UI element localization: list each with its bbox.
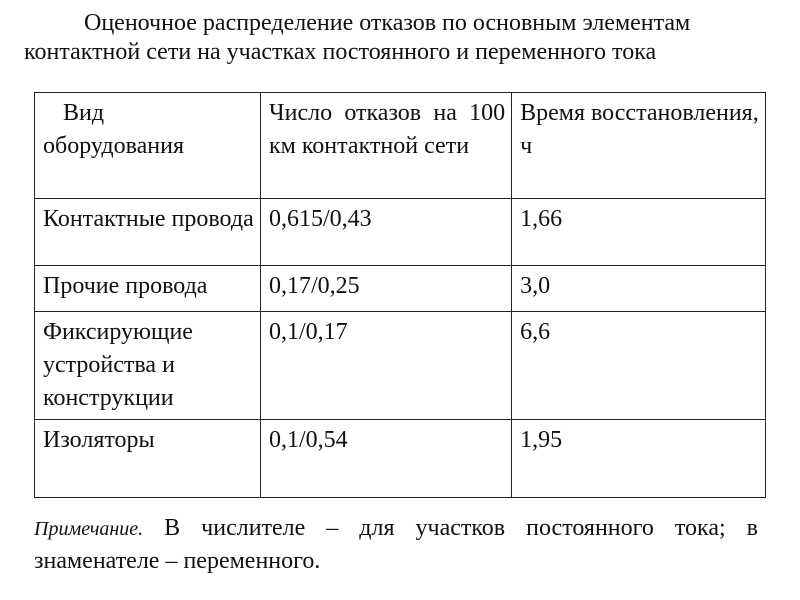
- table-row: [35, 266, 766, 312]
- header-equipment-type-line2: оборудования: [43, 133, 184, 159]
- table-header-row: [35, 93, 766, 199]
- header-failures-per-100km: Число отказов на 100 км контактной сети: [261, 93, 512, 199]
- table-row: [35, 420, 766, 498]
- table-row: [35, 312, 766, 420]
- cell-failures: 0,1/0,54: [261, 420, 512, 498]
- note-text: В числителе – для участков постоянного тока; в знаменателе – переменного.: [34, 515, 758, 574]
- cell-failures: 0,1/0,17: [261, 312, 512, 420]
- cell-recovery-time: 3,0: [512, 266, 766, 312]
- document-title: Оценочное распределение отказов по основным элементам контактной сети на участках постоянного и переменного тока: [24, 10, 691, 65]
- cell-failures: 0,615/0,43: [261, 199, 512, 266]
- note-label: Примечание.: [34, 518, 144, 540]
- cell-failures: 0,17/0,25: [261, 266, 512, 312]
- cell-recovery-time: 1,66: [512, 199, 766, 266]
- table-note: [34, 512, 758, 577]
- cell-equipment-name: Контактные провода: [35, 199, 261, 266]
- failure-distribution-table: [34, 92, 766, 498]
- cell-recovery-time: 6,6: [512, 312, 766, 420]
- cell-recovery-time: 1,95: [512, 420, 766, 498]
- header-equipment-type-line1: Вид: [63, 100, 105, 126]
- header-recovery-time: Время восстановления, ч: [512, 93, 766, 199]
- table-row: [35, 199, 766, 266]
- cell-equipment-name: Фиксирующие устройства и конструкции: [35, 312, 261, 420]
- header-equipment-type: [35, 93, 261, 199]
- cell-equipment-name: Изоляторы: [35, 420, 261, 498]
- cell-equipment-name: Прочие провода: [35, 266, 261, 312]
